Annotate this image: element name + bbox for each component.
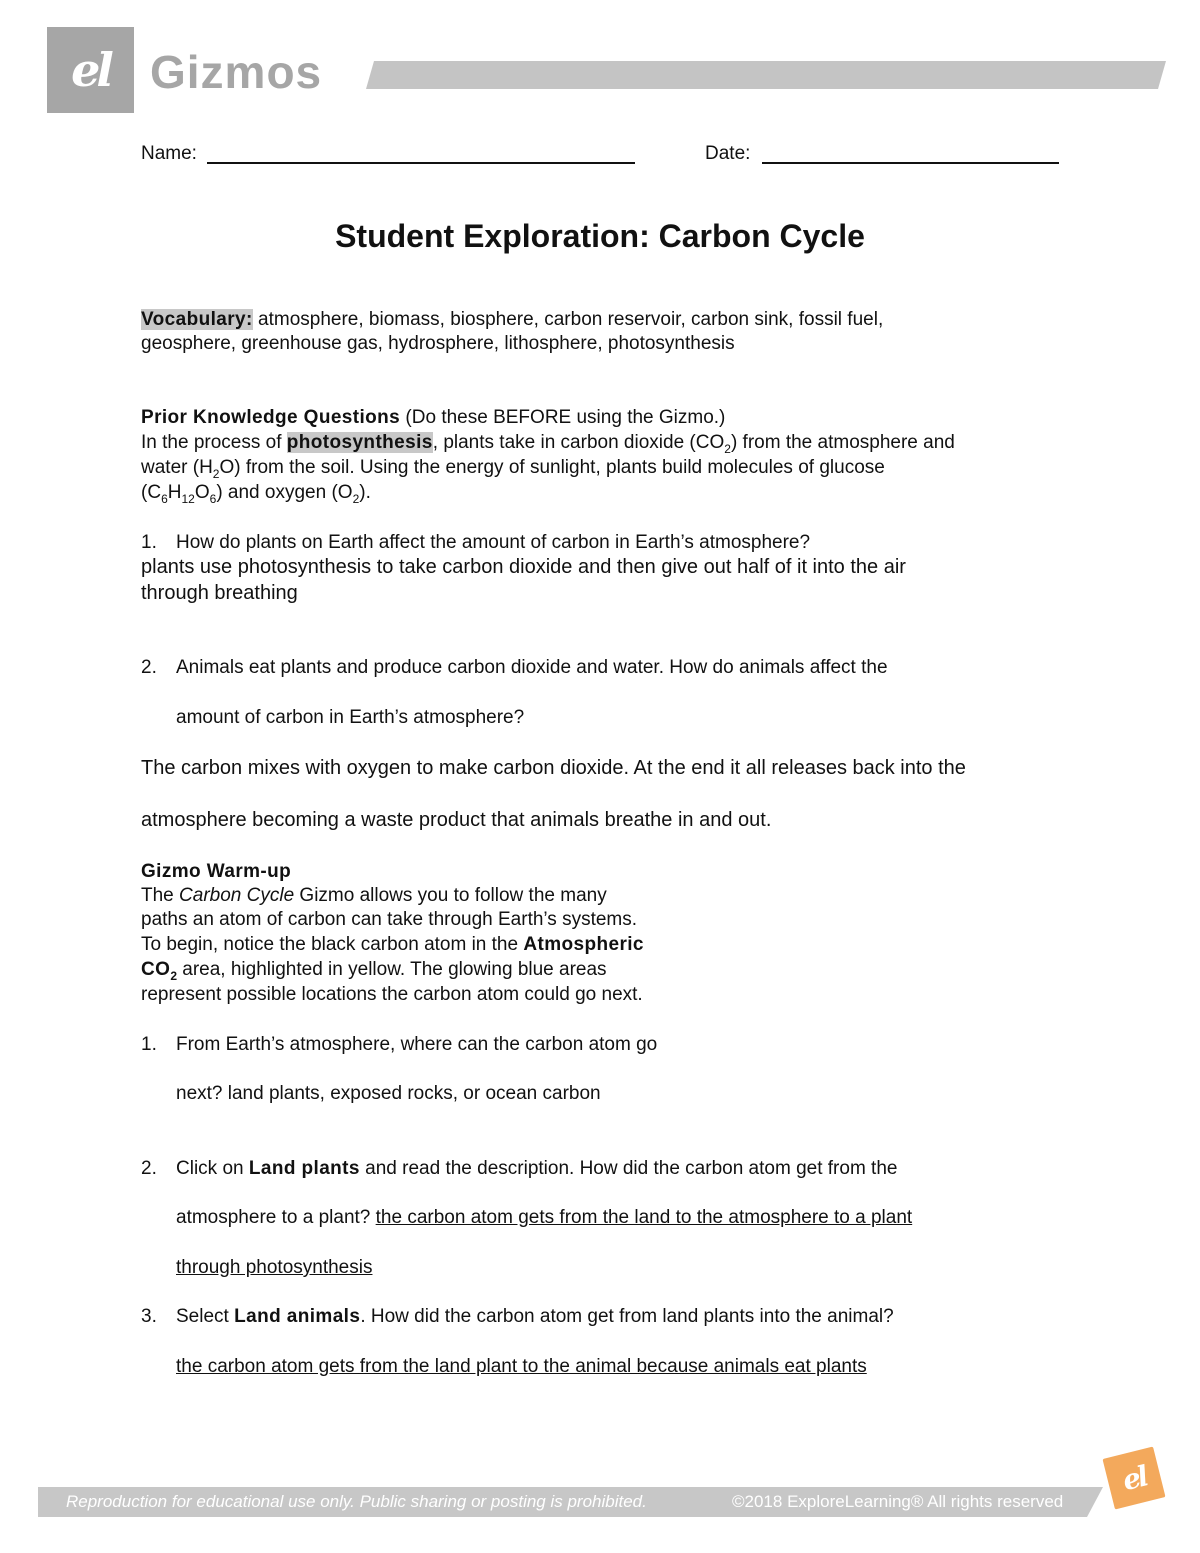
photosynthesis-term: photosynthesis (286, 432, 433, 453)
warmup-q2-line-2: atmosphere to a plant? the carbon atom gets from the land to the atmosphere to a plant (176, 1207, 913, 1228)
prior-heading: Prior Knowledge Questions (141, 407, 401, 428)
warmup-q2-line-1: Click on Land plants and read the description. How did the carbon atom get from the (176, 1158, 898, 1179)
prior-a2-line-2[interactable]: atmosphere becoming a waste product that animals breathe in and out. (141, 809, 772, 831)
warmup-a2-line-1[interactable]: the carbon atom gets from the land to the atmosphere to a plant (375, 1207, 913, 1228)
prior-q2-line-2: amount of carbon in Earth’s atmosphere? (176, 707, 525, 728)
warmup-q3-number: 3. (141, 1306, 157, 1327)
footer-logo (1102, 1446, 1165, 1509)
warmup-q1-line-2: next? land plants, exposed rocks, or ocean carbon (176, 1083, 601, 1104)
warmup-line-2: paths an atom of carbon can take through Earth’s systems. (141, 909, 638, 930)
date-field[interactable] (762, 162, 1059, 164)
name-field[interactable] (207, 162, 635, 164)
vocabulary-label: Vocabulary: (141, 309, 253, 330)
warmup-a2-line-2[interactable]: through photosynthesis (176, 1257, 373, 1278)
prior-intro-line-3: $(C_6H_{12}O_6)$ and oxygen $(O_2)$. (141, 482, 371, 506)
warmup-q3-line-1: Select Land animals. How did the carbon atom get from land plants into the animal? (176, 1306, 894, 1327)
page-title: Student Exploration: Carbon Cycle (335, 218, 865, 254)
vocabulary-line-1: Vocabulary: atmosphere, biomass, biosphere, carbon reservoir, carbon sink, fossil fuel, (141, 309, 884, 330)
header-bar (366, 61, 1166, 89)
prior-a2-line-1[interactable]: The carbon mixes with oxygen to make carbon dioxide. At the end it all releases back into the (141, 757, 966, 779)
warmup-a3[interactable]: the carbon atom gets from the land plant to the animal because animals eat plants (176, 1356, 867, 1377)
prior-q1-number: 1. (141, 532, 157, 553)
el-logo-glyph: el (71, 43, 110, 97)
prior-q1-text: How do plants on Earth affect the amount of carbon in Earth’s atmosphere? (176, 532, 811, 553)
prior-a1-line-2[interactable]: through breathing (141, 582, 298, 604)
footer-copyright: ©2018 ExploreLearning® All rights reserved (732, 1492, 1064, 1511)
vocabulary-line-2: geosphere, greenhouse gas, hydrosphere, lithosphere, photosynthesis (141, 333, 735, 354)
prior-heading-line: Prior Knowledge Questions (Do these BEFORE using the Gizmo.) (141, 407, 726, 428)
warmup-q1-line-1: From Earth’s atmosphere, where can the carbon atom go (176, 1034, 658, 1055)
warmup-line-1: The Carbon Cycle Gizmo allows you to follow the many (141, 885, 607, 906)
footer-logo-glyph: el (1119, 1459, 1149, 1497)
prior-intro-line-1: In the process of photosynthesis, plants take in carbon dioxide $(CO_2)$ from the atmosphere and (141, 432, 955, 456)
warmup-heading: Gizmo Warm-up (141, 861, 292, 882)
date-label: Date: (705, 143, 751, 164)
warmup-line-5: represent possible locations the carbon atom could go next. (141, 984, 643, 1005)
prior-intro-line-2: water $(H_2O)$ from the soil. Using the energy of sunlight, plants build molecules of glucose (141, 457, 885, 481)
warmup-line-3: To begin, notice the black carbon atom in the Atmospheric (141, 934, 644, 955)
gizmos-logo (47, 27, 134, 113)
prior-q2-number: 2. (141, 657, 157, 678)
brand-name: Gizmos (150, 46, 323, 98)
footer-reproduction-notice: Reproduction for educational use only. Public sharing or posting is prohibited. (66, 1492, 647, 1511)
warmup-q1-number: 1. (141, 1034, 157, 1055)
name-label: Name: (141, 143, 197, 164)
prior-q2-line-1: Animals eat plants and produce carbon dioxide and water. How do animals affect the (176, 657, 888, 678)
prior-a1-line-1[interactable]: plants use photosynthesis to take carbon dioxide and then give out half of it into the air (141, 556, 906, 578)
warmup-line-4: $CO_2$ area, highlighted in yellow. The glowing blue areas (141, 959, 607, 983)
warmup-q2-number: 2. (141, 1158, 157, 1179)
